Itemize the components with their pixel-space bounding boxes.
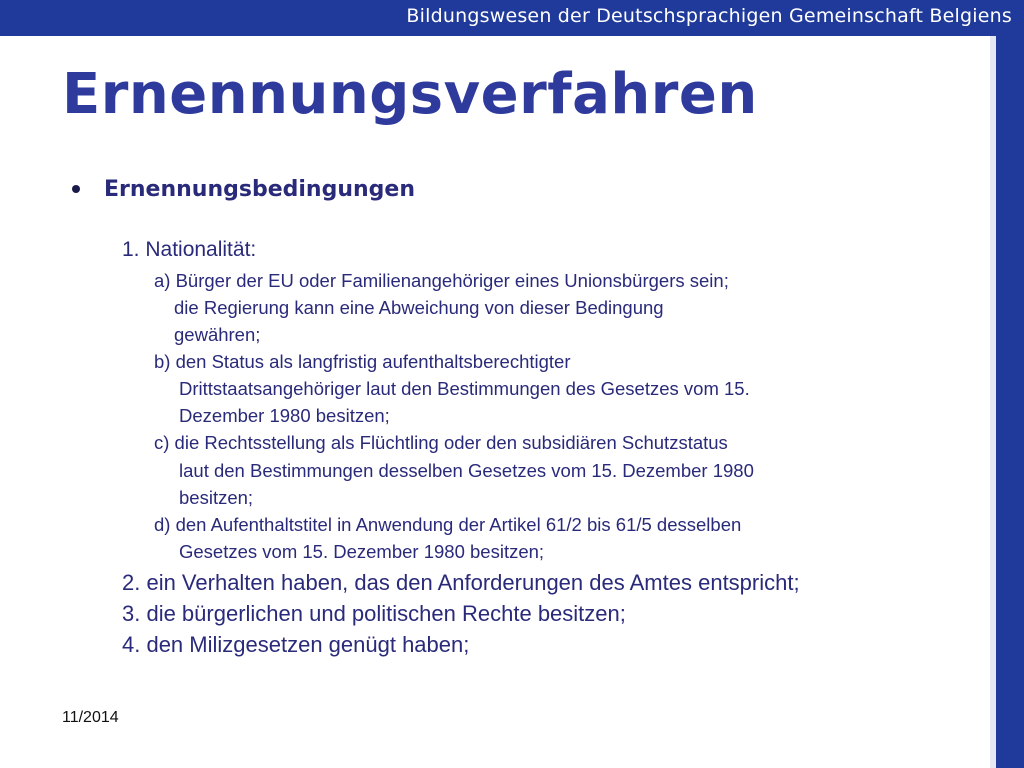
condition-line: laut den Bestimmungen desselben Gesetzes vom 15. Dezember 1980 bbox=[179, 460, 754, 481]
organization-name: Bildungswesen der Deutschsprachigen Gemeinschaft Belgiens bbox=[406, 5, 1012, 27]
requirement-item: 3. die bürgerlichen und politischen Rechte besitzen; bbox=[122, 601, 626, 626]
condition-line: Drittstaatsangehöriger laut den Bestimmungen des Gesetzes vom 15. bbox=[179, 378, 750, 399]
nationality-heading: 1. Nationalität: bbox=[122, 238, 257, 261]
condition-line: besitzen; bbox=[179, 487, 254, 508]
condition-line: Dezember 1980 besitzen; bbox=[179, 405, 390, 426]
right-edge-bar bbox=[996, 36, 1024, 768]
condition-line: die Regierung kann eine Abweichung von dieser Bedingung bbox=[174, 297, 664, 318]
condition-line: Gesetzes vom 15. Dezember 1980 besitzen; bbox=[179, 541, 545, 562]
condition-line: d) den Aufenthaltstitel in Anwendung der Artikel 61/2 bis 61/5 desselben bbox=[154, 514, 742, 535]
bullet-heading: Ernennungsbedingungen bbox=[104, 177, 415, 202]
slide-title: Ernennungsverfahren bbox=[62, 62, 758, 127]
condition-line: a) Bürger der EU oder Familienangehöriger eines Unionsbürgers sein; bbox=[154, 270, 729, 291]
requirement-item: 2. ein Verhalten haben, das den Anforderungen des Amtes entspricht; bbox=[122, 570, 800, 595]
bullet-dot-icon bbox=[72, 185, 80, 193]
header-bar bbox=[0, 0, 1024, 36]
condition-line: b) den Status als langfristig aufenthaltsberechtigter bbox=[154, 351, 571, 372]
condition-line: c) die Rechtsstellung als Flüchtling oder den subsidiären Schutzstatus bbox=[154, 432, 728, 453]
footer-date: 11/2014 bbox=[62, 709, 119, 726]
bullet-item bbox=[72, 177, 415, 202]
requirement-item: 4. den Milizgesetzen genügt haben; bbox=[122, 632, 470, 657]
condition-line: gewähren; bbox=[174, 324, 261, 345]
